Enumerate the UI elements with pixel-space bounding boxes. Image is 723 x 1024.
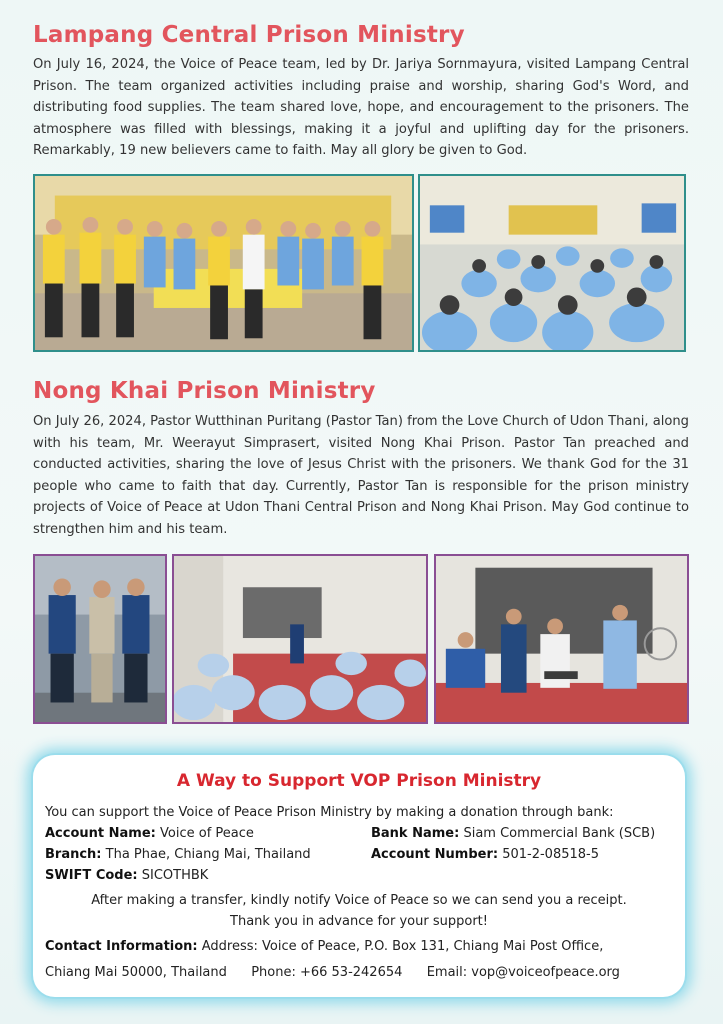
account-number-label: Account Number: [371,847,499,862]
bank-name-row [371,826,655,841]
bank-name-value: Siam Commercial Bank (SCB) [463,826,656,841]
swift-value: SICOTHBK [141,868,209,883]
support-title: A Way to Support VOP Prison Ministry [176,771,542,791]
notify-text: After making a transfer, kindly notify Voice of Peace so we can send you a receipt. [91,893,627,908]
branch-label: Branch: [45,847,102,862]
nongkhai-section-body: On July 26, 2024, Pastor Wutthinan Puritang (Pastor Tan) from the Love Church of Udon Thani, along with his team, Mr. Weerayut Simprasert, visited Nong Khai Prison. Pastor Tan preached and conducted activities, sharing the love of Jesus Christ with the prisoners. We thank God for the 31 people who came to faith that day. Currently, Pastor Tan is responsible for the prison ministry projects of Voice of Peace at Udon Thani Central Prison and Nong Khai Prison. May God continue to strengthen him and his team. [33,414,689,537]
nongkhai-preaching-photo [172,554,428,724]
branch-value: Tha Phae, Chiang Mai, Thailand [105,847,311,862]
nongkhai-team-photo [33,554,167,724]
support-info-card [33,755,685,997]
account-name-value: Voice of Peace [160,826,254,841]
account-name-label: Account Name: [45,826,156,841]
branch-row [45,847,311,862]
support-intro: You can support the Voice of Peace Prison Ministry by making a donation through bank: [45,805,614,820]
account-number-value: 501-2-08518-5 [502,847,600,862]
swift-label: SWIFT Code: [45,868,138,883]
address-contact-row [45,965,620,980]
address-line-1: Address: Voice of Peace, P.O. Box 131, Chiang Mai Post Office, [201,939,604,954]
contact-label: Contact Information: [45,939,198,954]
thanks-text: Thank you in advance for your support! [230,914,488,929]
address-line-2: Chiang Mai 50000, Thailand [45,965,227,980]
lampang-seated-prisoners-photo [418,174,686,352]
bank-name-label: Bank Name: [371,826,460,841]
lampang-group-photo [33,174,414,352]
nongkhai-worship-photo [434,554,689,724]
phone-text: Phone: +66 53-242654 [251,965,403,980]
contact-row [45,939,603,954]
account-name-row [45,826,254,841]
account-number-row [371,847,599,862]
swift-row [45,868,208,883]
lampang-section-title: Lampang Central Prison Ministry [33,22,465,48]
nongkhai-section-title: Nong Khai Prison Ministry [33,378,376,404]
email-link[interactable]: Email: vop@voiceofpeace.org [426,965,620,980]
lampang-section-body: On July 16, 2024, the Voice of Peace team, led by Dr. Jariya Sornmayura, visited Lampang Central Prison. The team organized activities including praise and worship, sharing God's Word, and distributing food supplies. The team shared love, hope, and encouragement to the prisoners. The atmosphere was filled with blessings, making it a joyful and uplifting day for the prisoners. Remarkably, 19 new believers came to faith. May all glory be given to God. [33,57,689,158]
